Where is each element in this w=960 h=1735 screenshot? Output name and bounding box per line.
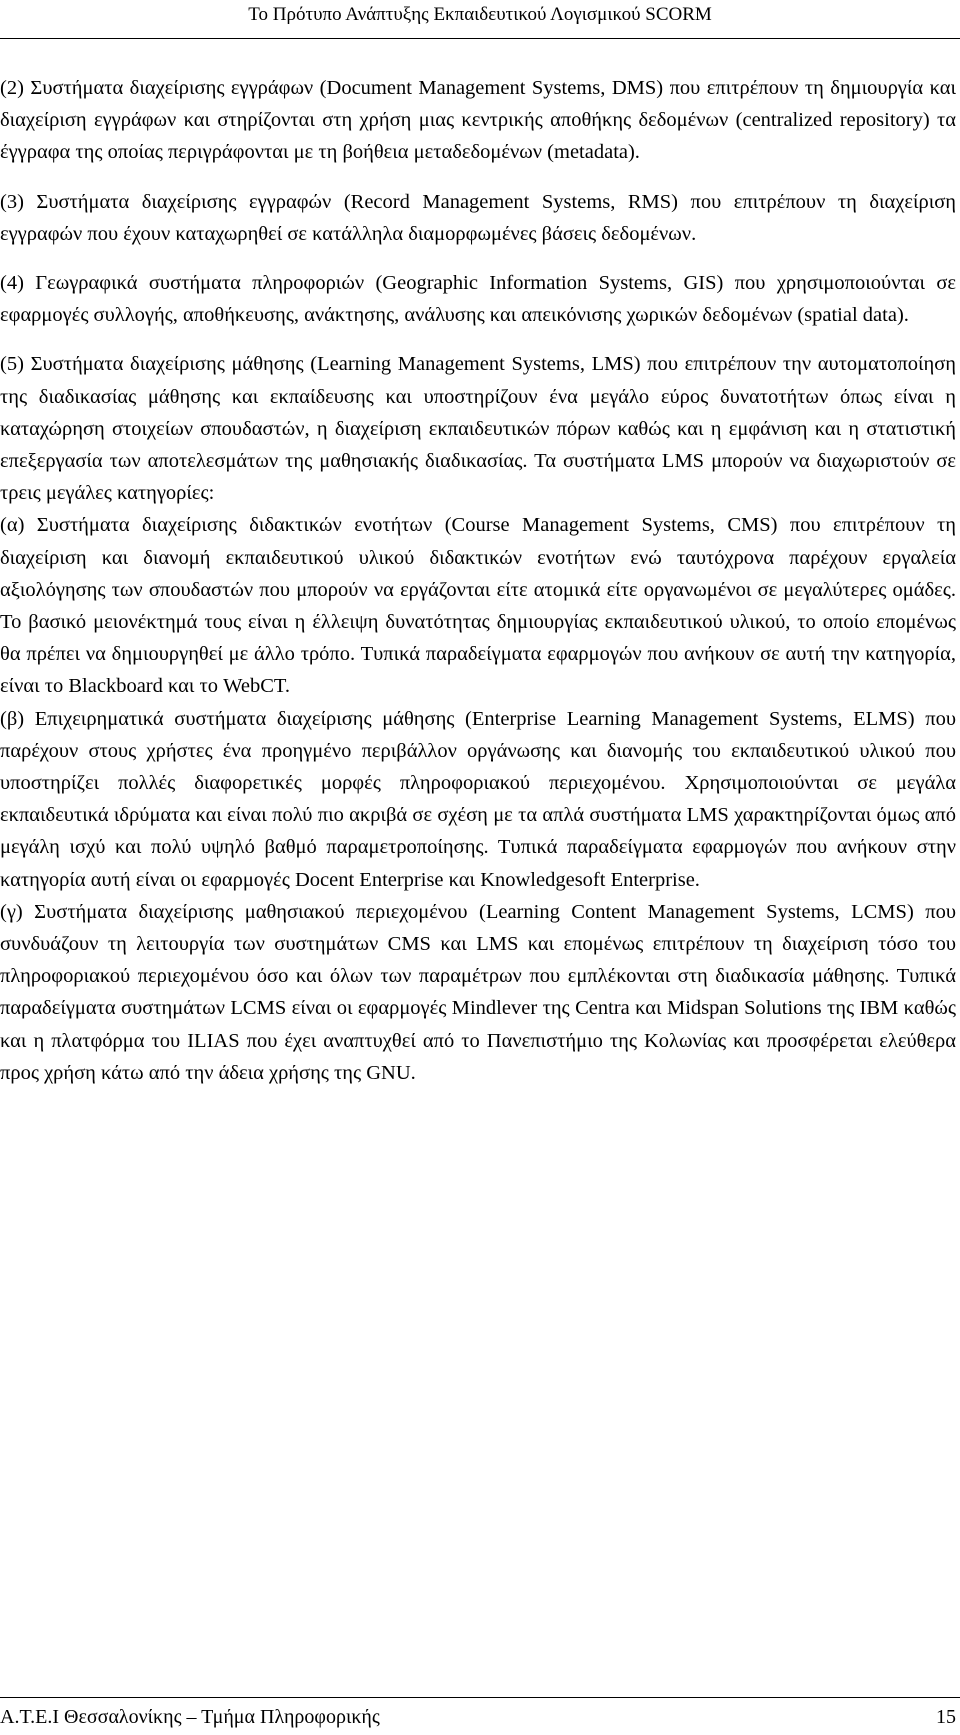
footer-institution: Α.Τ.Ε.Ι Θεσσαλονίκης – Τμήμα Πληροφορικής <box>0 1706 380 1728</box>
paragraph-cms: (α) Συστήματα διαχείρισης διδακτικών ενοτήτων (Course Management Systems, CMS) που επιτρέπουν τη διαχείριση και διανομή εκπαιδευτικού υλικού διδακτικών ενοτήτων ενώ ταυτόχρονα παρέχουν εργαλεία αξιολόγησης των σπουδαστών που μπορούν να εργάζονται είτε ατομικά είτε οργανωμένοι σε μεγαλύτερες ομάδες. Το βασικό μειονέκτημά τους είναι η έλλειψη δυνατότητας δημιουργίας εκπαιδευτικού υλικού, το οποίο επομένως θα πρέπει να δημιουργηθεί με άλλο τρόπο. Τυπικά παραδείγματα εφαρμογών που ανήκουν σε αυτή την κατηγορία, είναι το Blackboard και το WebCT. <box>0 514 956 698</box>
header-rule <box>0 38 960 39</box>
running-footer <box>0 1702 960 1732</box>
paragraph-gis: (4) Γεωγραφικά συστήματα πληροφοριών (Geographic Information Systems, GIS) που χρησιμοποιούνται σε εφαρμογές συλλογής, αποθήκευσης, ανάκτησης, ανάλυσης και απεικόνισης χωρικών δεδομένων (spatial data). <box>0 272 956 327</box>
footer-rule <box>0 1697 960 1698</box>
paragraph-elms: (β) Επιχειρηματικά συστήματα διαχείρισης μάθησης (Enterprise Learning Management Systems, ELMS) που παρέχουν στους χρήστες ένα προηγμένο περιβάλλον οργάνωσης και διανομής του εκπαιδευτικού υλικού που υποστηρίζει πολλές διαφορετικές μορφές πληροφοριακού περιεχομένου. Χρησιμοποιούνται σε μεγάλα εκπαιδευτικά ιδρύματα και είναι πολύ πιο ακριβά σε σχέση με τα απλά συστήματα LMS χαρακτηρίζονται όμως από μεγάλη ισχύ και πολύ υψηλό βαθμό παραμετροποίησης. Τυπικά παραδείγματα εφαρμογών που ανήκουν στην κατηγορία αυτή είναι οι εφαρμογές Docent Enterprise και Knowledgesoft Enterprise. <box>0 707 956 891</box>
paragraph-rms: (3) Συστήματα διαχείρισης εγγραφών (Record Management Systems, RMS) που επιτρέπουν τη διαχείριση εγγραφών που έχουν καταχωρηθεί σε κατάλληλα διαμορφωμένες βάσεις δεδομένων. <box>0 190 956 245</box>
body-text <box>0 72 956 1089</box>
paragraph-lcms: (γ) Συστήματα διαχείρισης μαθησιακού περιεχομένου (Learning Content Management Systems, LCMS) που συνδυάζουν τη λειτουργία των συστημάτων CMS και LMS και επομένως επιτρέπουν τη διαχείριση τόσο του πληροφοριακού περιεχομένου όσο και όλων των παραμέτρων που εμπλέκονται στη διαδικασία μάθησης. Τυπικά παραδείγματα συστημάτων LCMS είναι οι εφαρμογές Mindlever της Centra και Midspan Solutions της IBM καθώς και η πλατφόρμα του ILIAS που έχει αναπτυχθεί από το Πανεπιστήμιο της Κολωνίας και προσφέρεται ελεύθερα προς χρήση κάτω από την άδεια χρήσης της GNU. <box>0 900 956 1084</box>
page-number: 15 <box>936 1706 956 1728</box>
running-header: Το Πρότυπο Ανάπτυξης Εκπαιδευτικού Λογισμικού SCORM <box>248 4 712 25</box>
paragraph-dms: (2) Συστήματα διαχείρισης εγγράφων (Document Management Systems, DMS) που επιτρέπουν τη δημιουργία και διαχείριση εγγράφων και στηρίζονται στη χρήση μιας κεντρικής αποθήκης δεδομένων (centralized repository) τα έγγραφα της οποίας περιγράφονται με τη βοήθεια μεταδεδομένων (metadata). <box>0 77 956 164</box>
paragraph-lms: (5) Συστήματα διαχείρισης μάθησης (Learning Management Systems, LMS) που επιτρέπουν την αυτοματοποίηση της διαδικασίας μάθησης και εκπαίδευσης και υποστηρίζουν ένα μεγάλο εύρος δυνατοτήτων όπως είναι η καταχώρηση στοιχείων σπουδαστών, η διαχείριση εκπαιδευτικών πόρων καθώς και η εμφάνιση και η στατιστική επεξεργασία των αποτελεσμάτων της μαθησιακής διαδικασίας. Τα συστήματα LMS μπορούν να διαχωριστούν σε τρεις μεγάλες κατηγορίες: <box>0 353 956 505</box>
